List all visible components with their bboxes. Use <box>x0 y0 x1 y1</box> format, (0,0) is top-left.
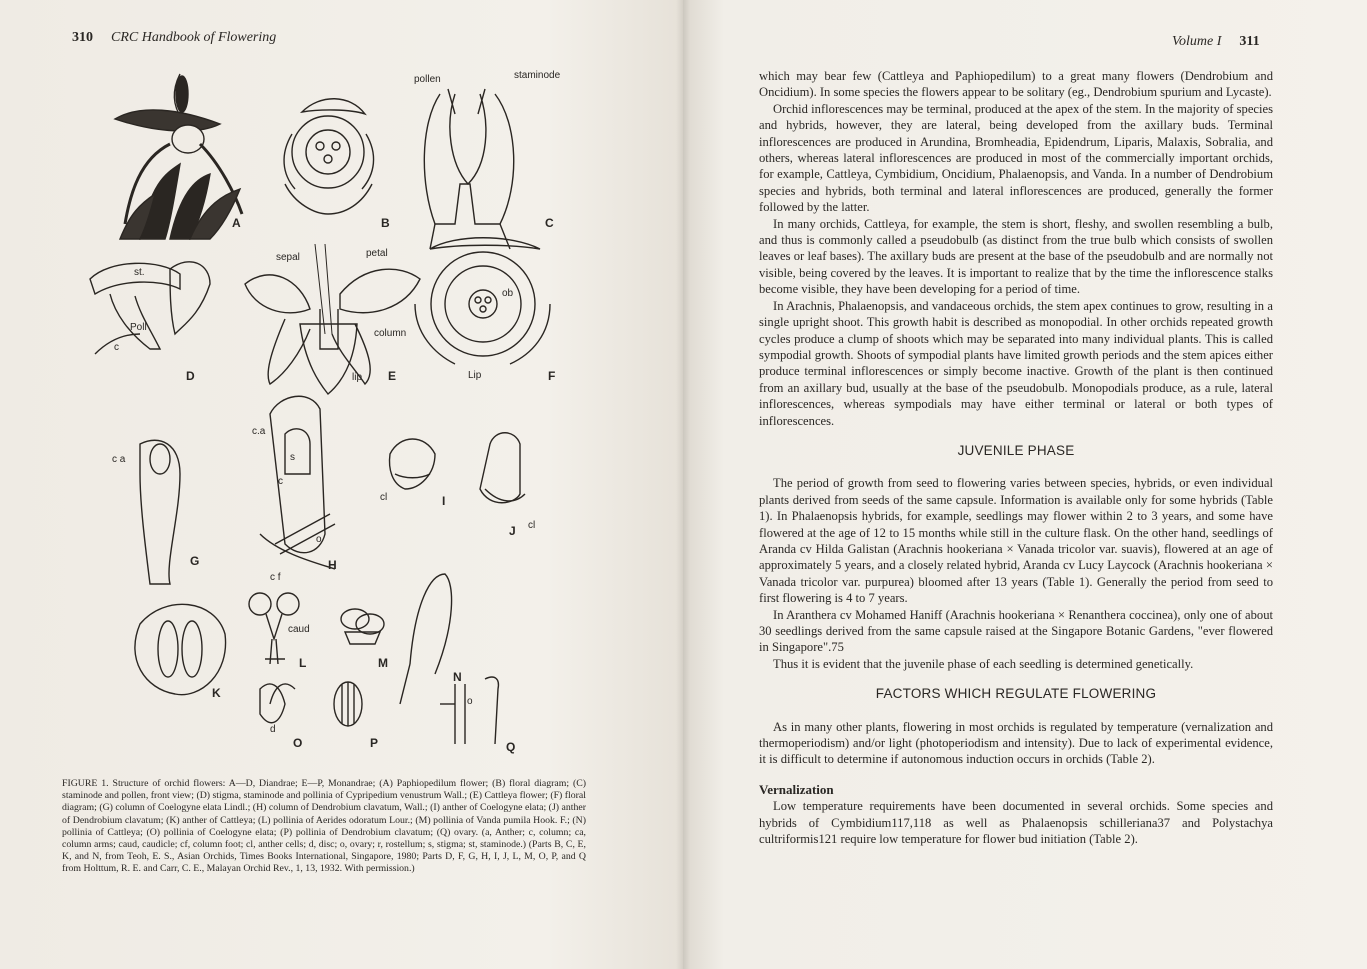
annotation-o-f: o <box>467 696 473 707</box>
panel-label-j: J <box>509 524 516 538</box>
running-title: CRC Handbook of Flowering <box>111 30 277 45</box>
annotation-cl: cl <box>380 492 388 503</box>
drawing-q-ovary <box>440 677 498 744</box>
panel-label-h: H <box>328 558 337 572</box>
panel-label-k: K <box>212 686 221 700</box>
drawing-h-column <box>260 396 335 569</box>
annotation-o: o <box>316 534 322 545</box>
panel-label-e: E <box>388 369 397 383</box>
annotation-st: st. <box>134 267 145 278</box>
annotation-lip: lip <box>352 372 363 383</box>
drawing-j-anther <box>480 433 525 503</box>
annotation-petal: petal <box>366 248 388 259</box>
right-body-text <box>759 68 1273 847</box>
panel-label-a: A <box>232 216 241 230</box>
panel-label-c: C <box>545 216 554 230</box>
drawing-m-pollinia <box>341 609 384 644</box>
drawing-n-pollinia <box>400 574 452 704</box>
annotation-ca2: c.a <box>252 426 266 437</box>
panel-label-b: B <box>381 216 390 230</box>
annotation-column: column <box>374 328 407 339</box>
paragraph-8: As in many other plants, flowering in most orchids is regulated by temperature (vernalization and thermoperiodism) and/or light (photoperiodism and intensity). Due to lack of experimental evidence, it is difficult to determine if autonomous induction occurs in orchids (Table 2). <box>759 719 1273 767</box>
heading-juvenile-phase: JUVENILE PHASE <box>957 442 1075 458</box>
annotation-s: s <box>290 452 295 463</box>
annotation-staminode: staminode <box>514 70 561 81</box>
drawing-f-floral-diagram <box>415 238 550 364</box>
panel-label-m: M <box>378 656 388 670</box>
annotation-sepal: sepal <box>276 252 300 263</box>
drawing-b-floral-diagram <box>284 99 374 214</box>
paragraph-7: Thus it is evident that the juvenile phase of each seedling is determined genetically. <box>773 656 1194 671</box>
drawing-a-paphiopedilum <box>115 74 242 239</box>
panel-label-d: D <box>186 369 195 383</box>
running-head-left <box>72 30 276 46</box>
panel-label-l: L <box>299 656 307 670</box>
panel-label-f: F <box>548 369 556 383</box>
page-number-right: 311 <box>1239 34 1260 49</box>
annotation-ca: c a <box>112 454 126 465</box>
annotation-lip-f: Lip <box>468 370 482 381</box>
drawing-g-column <box>140 440 180 584</box>
drawing-k-anther <box>135 604 226 694</box>
drawing-c-staminode <box>424 89 513 249</box>
panel-label-p: P <box>370 736 379 750</box>
annotation-d: d <box>270 724 276 735</box>
drawing-p-pollinia <box>334 682 362 726</box>
paragraph-4: In Arachnis, Phalaenopsis, and vandaceous orchids, the stem apex continues to grow, resulting in a single upright shoot. This growth habit is described as monopodial. In other orchids repeated growth cycles produce a clump of shoots which may be separated into many individual plants. This is called sympodial growth. Shoots of sympodial plants have limited growth periods and the stem apices either produce terminal inflorescences or simply become inactive. Growth of the plant is then continued from an axillary bud, usually at the base of the pseudobulb. Monopodials produce, as a rule, lateral inflorescences, whereas sympodials may have either terminal or lateral or both types of inflorescences. <box>759 298 1273 428</box>
drawing-i-anther <box>390 439 435 489</box>
annotation-c: c <box>114 342 119 353</box>
heading-factors-flowering: FACTORS WHICH REGULATE FLOWERING <box>875 686 1157 702</box>
gutter-shadow <box>676 0 690 969</box>
panel-label-o: O <box>293 736 303 750</box>
annotation-cl2: cl <box>528 520 536 531</box>
running-head-right <box>1172 34 1260 50</box>
heading-vernalization: Vernalization <box>759 781 834 797</box>
annotation-pollen: pollen <box>414 74 441 85</box>
annotation-poll: Poll <box>130 322 147 333</box>
panel-label-g: G <box>190 554 200 568</box>
paragraph-1: which may bear few (Cattleya and Paphiopedilum) to a great many flowers (Dendrobium and Oncidium). In some species the flowers appear to be solitary (eg., Dendrobium spurium and Lycaste). <box>759 69 1273 100</box>
annotation-c2: c <box>278 476 283 487</box>
left-page <box>0 0 683 969</box>
figure-1 <box>70 64 586 770</box>
paragraph-2: Orchid inflorescences may be terminal, produced at the apex of the stem. In the majority of species and hybrids, however, they are lateral, being developed from the axillary buds. Terminal inflorescences are produced in Arundina, Bromheadia, Epidendrum, Liparis, Malaxis, Sobralia, and others, whereas lateral inflorescences are produced in most of the commercially important orchids, for example, Cattleya, Cymbidium, Oncidium, Phalaenopsis, and Vanda. In a number of Dendrobium species and hybrids, both terminal and lateral inflorescences are produced, generally the former followed by the latter. <box>759 101 1273 215</box>
panel-label-n: N <box>453 670 462 684</box>
volume-label: Volume I <box>1172 34 1222 49</box>
figure-drawings <box>70 64 586 770</box>
annotation-cf: c f <box>270 572 281 583</box>
panel-label-q: Q <box>506 740 516 754</box>
paragraph-3: In many orchids, Cattleya, for example, the stem is short, fleshy, and swollen resembling a bulb, and thus is commonly called a pseudobulb (as distinct from the true bulb which consists of swollen leaves or leaf bases). The axillary buds are present at the base of the pseudobulb and are normally not visible, being covered by the leaves. It is important to realize that by the time the inflorescence stalks become visible, they have been developing for a period of time. <box>759 216 1273 297</box>
paragraph-9: Low temperature requirements have been documented in several orchids. Some species and hybrids of Cymbidium117,118 as well as Phalaenopsis schilleriana37 and Polystachya cultriformis121 require low temperature for flower bud initiation (Table 2). <box>759 799 1273 847</box>
drawing-o-pollinia <box>260 684 295 723</box>
figure-caption: FIGURE 1. Structure of orchid flowers: A—D, Diandrae; E—P, Monandrae; (A) Paphiopedilum flower; (B) floral diagram; (C) staminode and pollen, front view; (D) stigma, staminode and pollinia of Cypripedium venustrum Wall.; (E) Cattleya flower; (F) floral diagram; (G) column of Coelogyne elata Lindl.; (H) column of Dendrobium clavatum, Wall.; (I) anther of Coelogyne elata; (J) anther of Dendrobium clavatum; (K) anther of Cattleya; (L) pollinia of Aerides odoratum Lour.; (M) pollinia of Vanda pumila Hook. F.; (N) pollinia of Cattleya; (O) pollinia of Coelogyne elata; (P) pollinia of Dendrobium clavatum; (Q) ovary. (a, Anther; c, column; ca, column arms; caud, caudicle; cf, column foot; cl, anther cells; d, disc; o, ovary; r, rostellum; s, stigma; st, staminode.) (Parts B, C, E, K, and N, from Teoh, E. S., Asian Orchids, Times Books International, Singapore, 1980; Parts D, F, G, H, I, J, L, M, O, P, and Q from Holttum, R. E. and Carr, C. E., Malayan Orchid Rev., 1, 13, 1932. With permission.) <box>62 778 586 875</box>
page-number-left: 310 <box>72 30 93 45</box>
paragraph-6: In Aranthera cv Mohamed Haniff (Arachnis hookeriana × Renanthera coccinea), only one of about 30 seedlings derived from the same capsule raised at the Singapore Botanic Gardens, "ever flowered in Singapore".75 <box>759 607 1273 655</box>
annotation-caud: caud <box>288 624 310 635</box>
annotation-ob: ob <box>502 288 514 299</box>
paragraph-5: The period of growth from seed to flowering varies between species, hybrids, or even individual plants derived from seeds of the same capsule. Information is available only for some hybrids (Table 1). In Phalaenopsis hybrids, for example, seedlings may flower within 2 to 3 years, and some have flowered at the age of 12 to 15 months while still in the culture flask. On the other hand, seedlings of Aranda cv Hilda Galistan (Arachnis hookeriana × Vanada tricolor var. suavis), flowered at an age of approximately 5 years, and a closely related hybrid, Aranda cv Lucy Laycock (Arachnis hookeriana × Vanada tricolor var. purpurea) bloomed after 13 years (Table 1). Generally the period from seed to first flowering is 4 to 7 years. <box>759 476 1273 606</box>
panel-label-i: I <box>442 494 446 508</box>
drawing-d-stigma <box>90 262 210 354</box>
